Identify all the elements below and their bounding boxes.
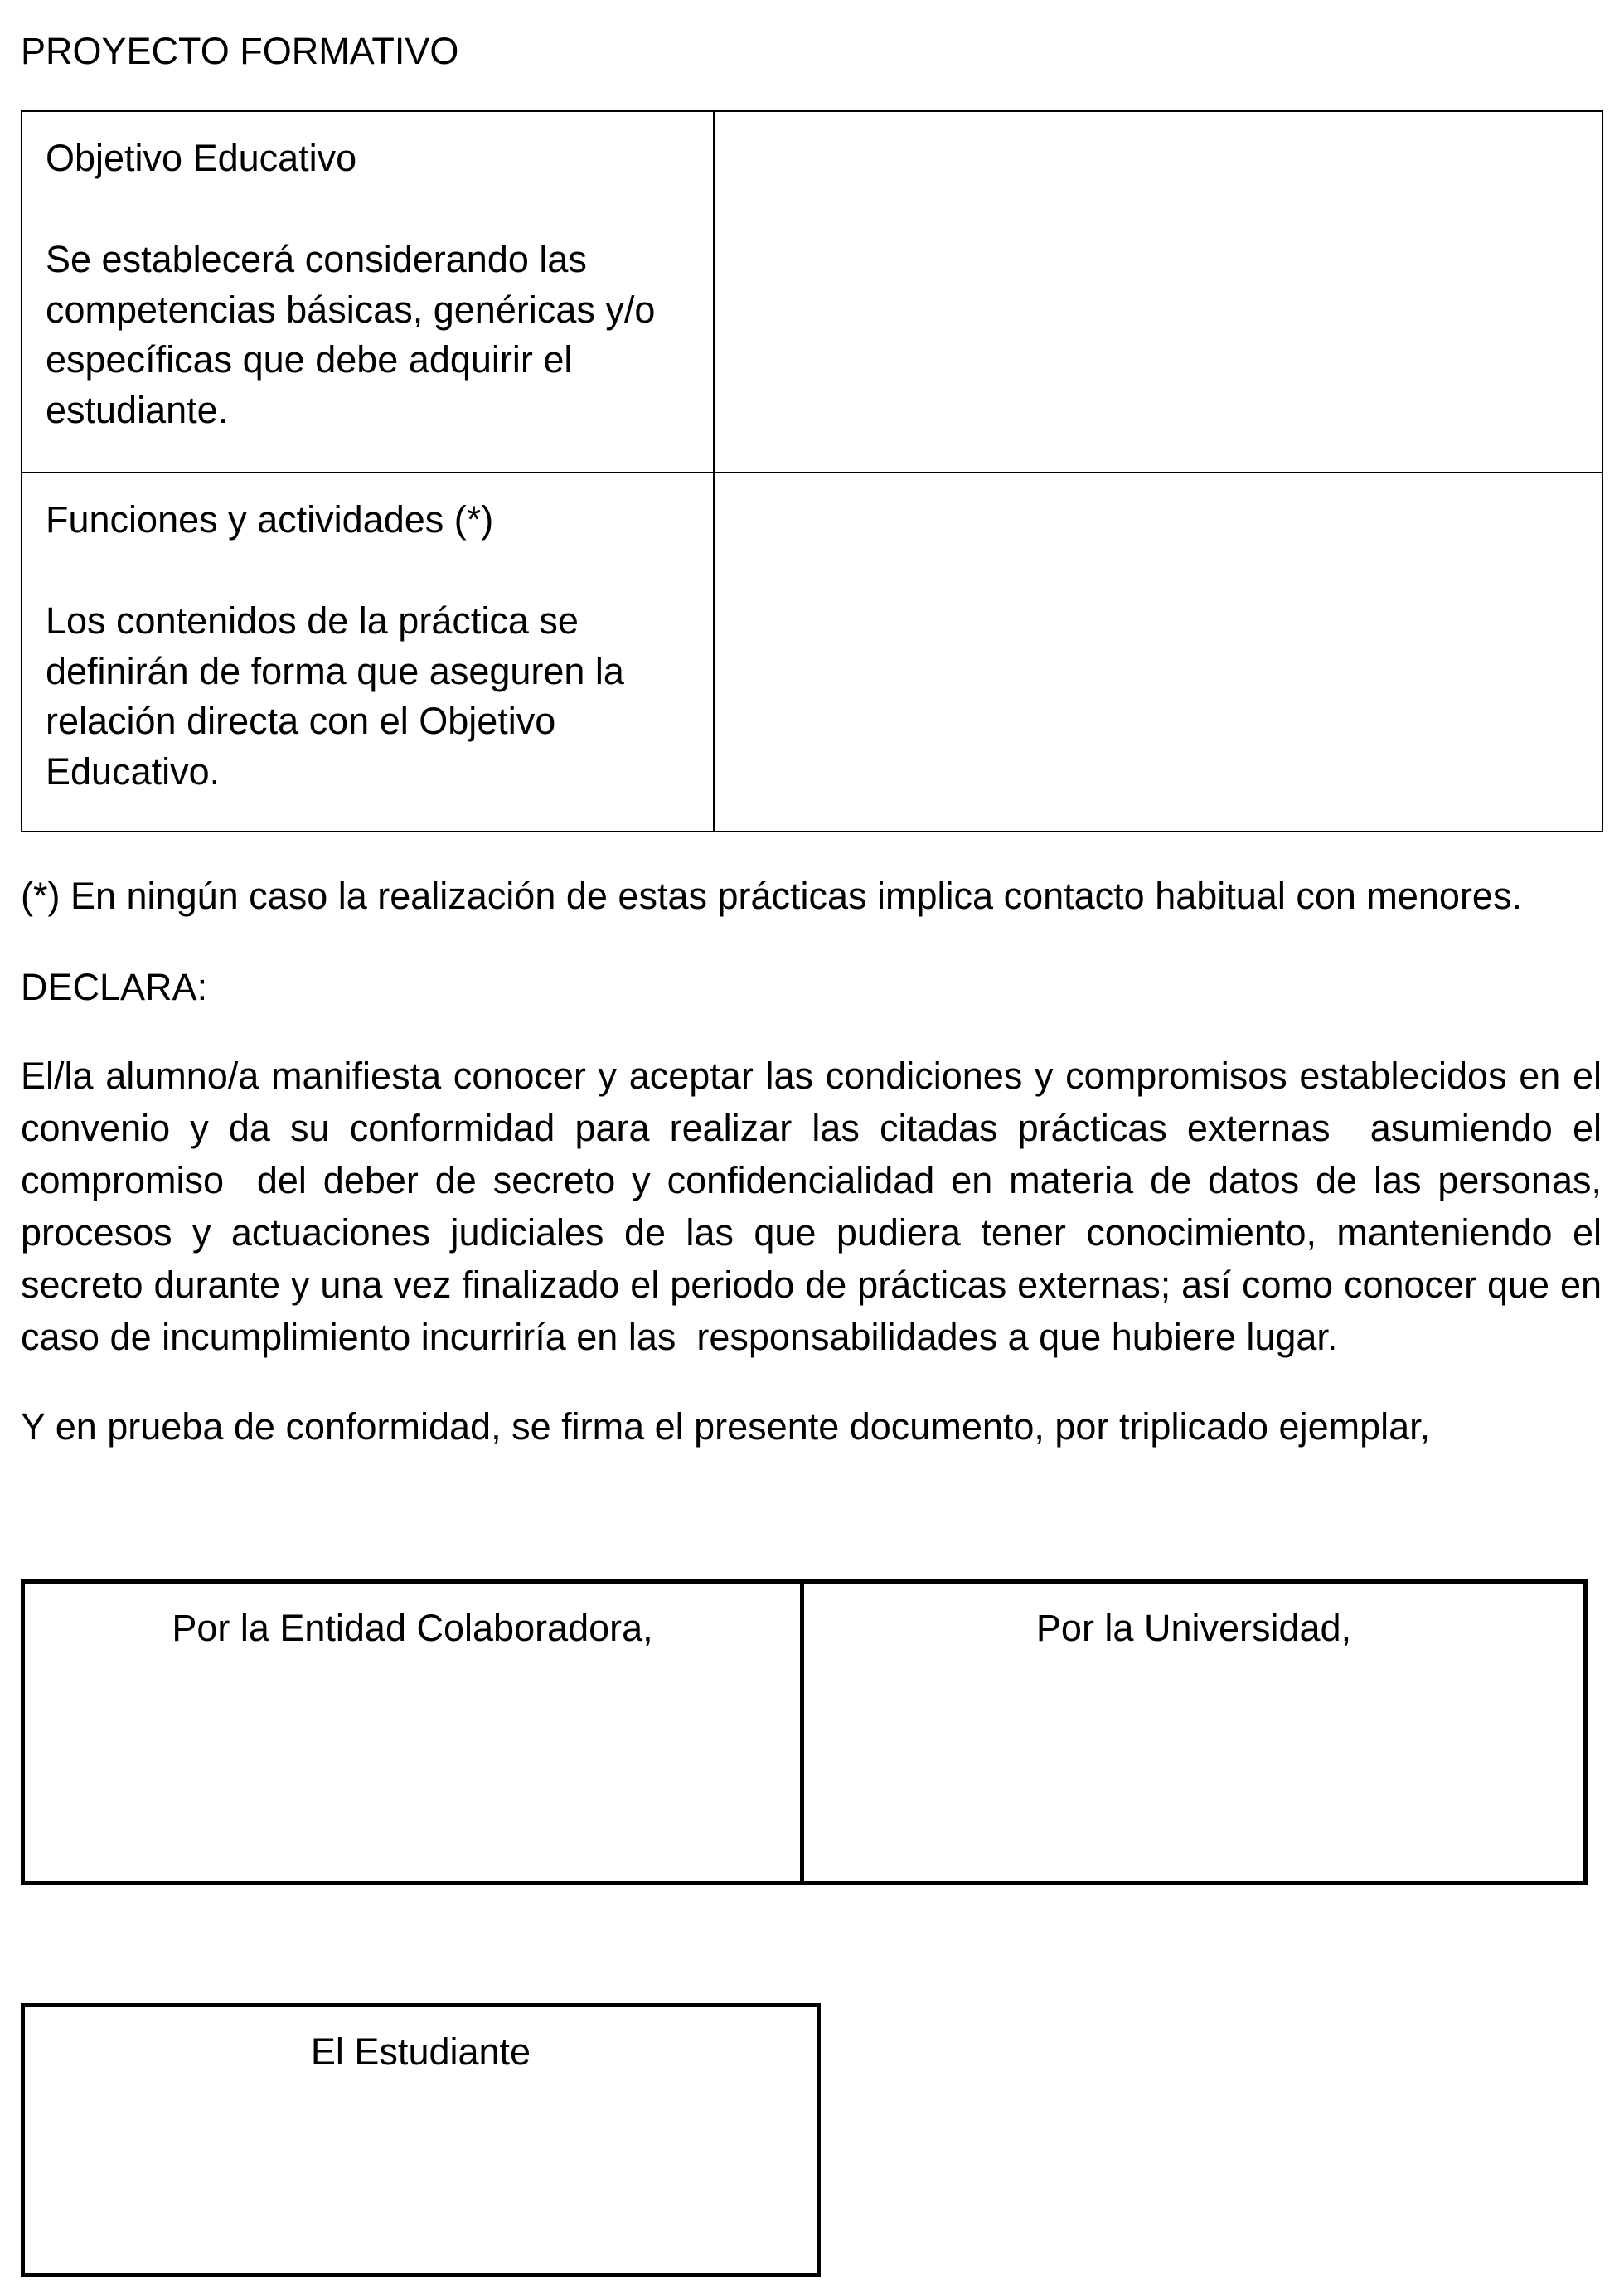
entity-signature-label: Por la Entidad Colaboradora,	[172, 1606, 653, 1649]
document-title: PROYECTO FORMATIVO	[21, 30, 459, 72]
declaration-heading: DECLARA:	[21, 965, 208, 1008]
student-signature-box	[21, 2003, 821, 2277]
university-signature-label: Por la Universidad,	[1035, 1606, 1352, 1649]
declaration-closing: Y en prueba de conformidad, se firma el presente documento, por triplicado ejemplar,	[21, 1404, 1431, 1448]
funciones-actividades-heading: Funciones y actividades (*)	[46, 498, 494, 541]
funciones-actividades-description: Los contenidos de la práctica se definirán de forma que aseguren la relación directa con el Objetivo Educativo.	[46, 599, 624, 793]
student-signature-label: El Estudiante	[310, 2030, 531, 2073]
signature-boxes-row	[21, 1579, 1602, 1885]
objetivo-educativo-value-cell	[714, 111, 1602, 473]
footnote: (*) En ningún caso la realización de estas prácticas implica contacto habitual con menores.	[21, 874, 1522, 917]
objetivo-educativo-label-cell	[22, 111, 714, 473]
objetivo-educativo-description: Se establecerá considerando las competencias básicas, genéricas y/o específicas que debe adquirir el estudiante.	[46, 237, 656, 431]
funciones-actividades-label-cell	[22, 473, 714, 832]
objetivo-educativo-heading: Objetivo Educativo	[46, 137, 357, 179]
entity-signature-box	[21, 1579, 804, 1885]
declaration-body: El/la alumno/a manifiesta conocer y aceptar las condiciones y compromisos establecidos en el convenio y da su conformidad para realizar las citadas prácticas externas asumiendo el compromiso del deber de secreto y confidencialidad en materia de datos de las personas, procesos y actuaciones judiciales de las que pudiera tener conocimiento, manteniendo el secreto durante y una vez finalizado el periodo de prácticas externas; así como conocer que en caso de incumplimiento incurriría en las responsabilidades a que hubiere lugar.	[21, 1054, 1612, 1358]
proyecto-formativo-table	[21, 110, 1603, 832]
table-row-objetivo-educativo	[22, 111, 1602, 473]
funciones-actividades-value-cell	[714, 473, 1602, 832]
table-row-funciones-actividades	[22, 473, 1602, 832]
university-signature-box	[800, 1579, 1588, 1885]
